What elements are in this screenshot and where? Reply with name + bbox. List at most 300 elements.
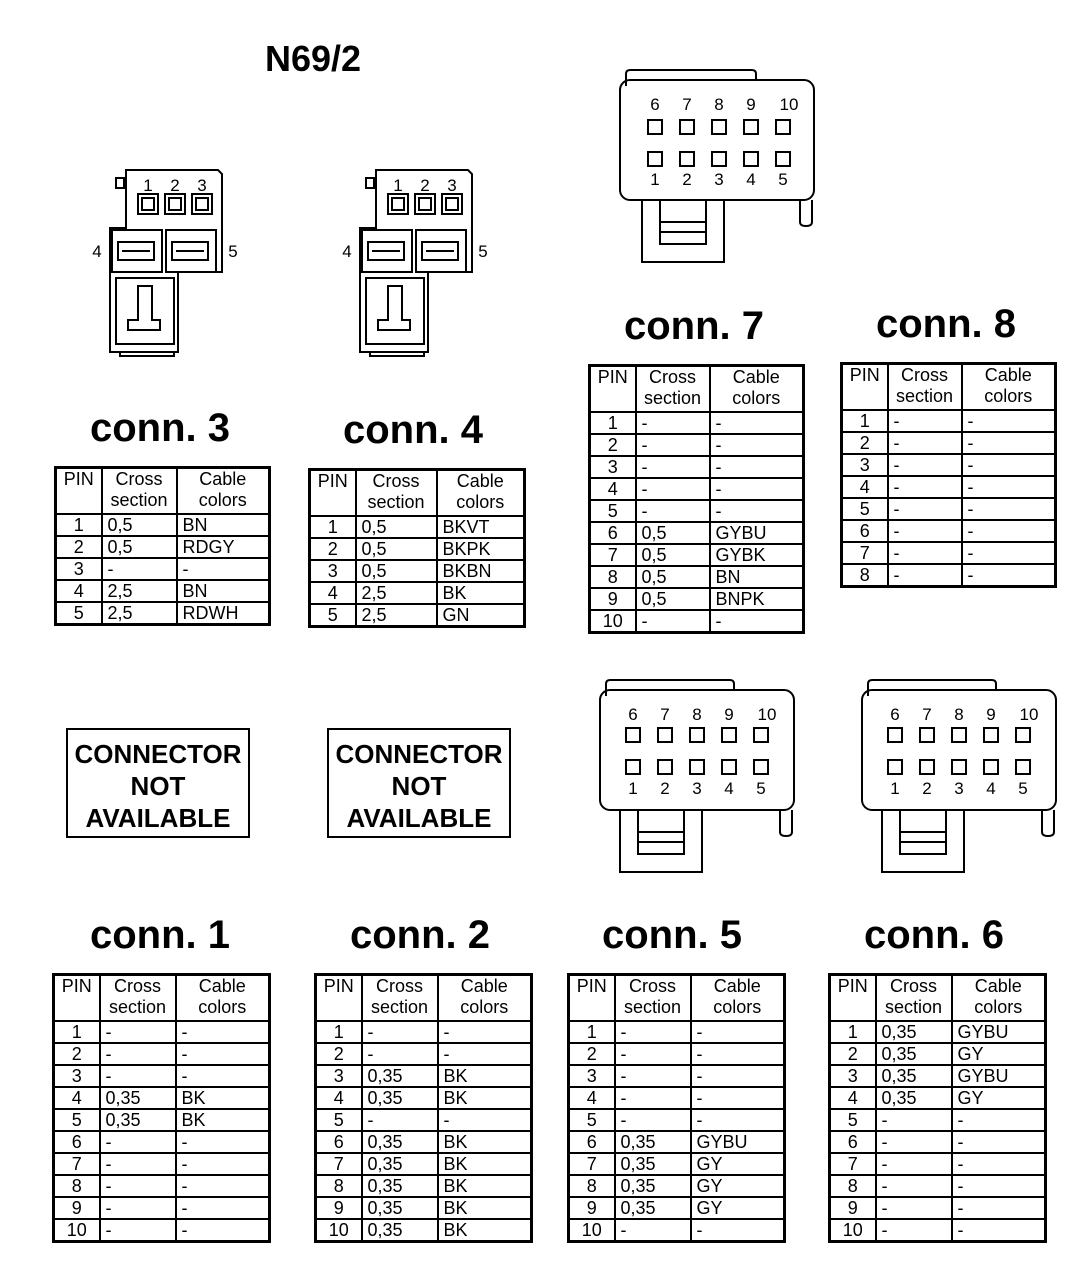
pin-label: 8 — [714, 95, 724, 114]
cross-section-cell: 0,35 — [876, 1087, 952, 1109]
cable-color-cell: - — [962, 542, 1056, 564]
table-row — [842, 410, 1056, 432]
pin-cell: 7 — [842, 542, 888, 564]
table-row — [316, 1153, 532, 1175]
cable-color-cell: - — [176, 1153, 270, 1175]
pin-label: 2 — [682, 170, 692, 189]
cross-section-cell: - — [636, 412, 710, 434]
pin-cell: 4 — [830, 1087, 876, 1109]
cross-section-header: Cross section — [100, 975, 176, 1022]
pin-cell: 4 — [590, 478, 636, 500]
conn4-drawing — [360, 170, 472, 356]
pin-cell: 7 — [830, 1153, 876, 1175]
table-row — [830, 1087, 1046, 1109]
cable-color-cell: - — [962, 476, 1056, 498]
pin-cell: 6 — [590, 522, 636, 544]
cable-colors-header: Cable colors — [962, 364, 1056, 411]
pin-cell: 2 — [842, 432, 888, 454]
table-row — [569, 1087, 785, 1109]
na-line: CONNECTOR — [335, 739, 503, 769]
cable-color-cell: - — [691, 1087, 785, 1109]
na-line: NOT — [391, 771, 447, 801]
cable-color-cell: - — [691, 1065, 785, 1087]
table-row — [310, 516, 525, 538]
pin-cell: 3 — [842, 454, 888, 476]
cable-color-cell: GYBU — [691, 1131, 785, 1153]
cable-color-cell: GY — [952, 1087, 1046, 1109]
cross-section-cell: 0,35 — [615, 1175, 691, 1197]
cross-section-header: Cross section — [102, 468, 177, 515]
table-row — [56, 580, 270, 602]
cable-colors-header: Cable colors — [437, 470, 525, 517]
table-row — [830, 1021, 1046, 1043]
cable-color-cell: - — [710, 456, 804, 478]
pin-cell: 3 — [569, 1065, 615, 1087]
table-row — [590, 500, 804, 522]
pin-label: 6 — [628, 705, 638, 724]
cross-section-cell: 0,35 — [362, 1219, 438, 1242]
conn3-title: conn. 3 — [90, 406, 231, 450]
pin-label: 2 — [170, 176, 180, 195]
cross-section-cell: 0,5 — [636, 566, 710, 588]
pin-cell: 5 — [316, 1109, 362, 1131]
pin-cell: 5 — [54, 1109, 100, 1131]
cable-color-cell: - — [962, 520, 1056, 542]
pin-label: 3 — [714, 170, 724, 189]
table-row — [590, 566, 804, 588]
table-row — [590, 588, 804, 610]
cable-color-cell: GY — [691, 1153, 785, 1175]
cable-color-cell: - — [176, 1021, 270, 1043]
cable-color-cell: BK — [438, 1197, 532, 1219]
cable-color-cell: BK — [438, 1131, 532, 1153]
cross-section-cell: - — [888, 542, 962, 564]
cable-color-cell: - — [710, 412, 804, 434]
pin-header: PIN — [310, 470, 356, 517]
pin-cell: 3 — [56, 558, 102, 580]
pin-label: 4 — [986, 779, 996, 798]
table-row — [54, 1219, 270, 1242]
table-row — [316, 1175, 532, 1197]
pin-cell: 4 — [310, 582, 356, 604]
cable-color-cell: BK — [437, 582, 525, 604]
cable-color-cell: - — [176, 1175, 270, 1197]
pin-cell: 4 — [316, 1087, 362, 1109]
pin-label: 7 — [660, 705, 670, 724]
table-row — [316, 1131, 532, 1153]
cross-section-cell: 0,35 — [876, 1065, 952, 1087]
pin-cell: 1 — [316, 1021, 362, 1043]
cable-colors-header: Cable colors — [691, 975, 785, 1022]
cable-color-cell: GY — [691, 1175, 785, 1197]
pin-cell: 3 — [310, 560, 356, 582]
connector-not-available-2 — [327, 728, 511, 838]
na-line: AVAILABLE — [85, 803, 231, 833]
cross-section-cell: - — [615, 1065, 691, 1087]
cross-section-cell: - — [615, 1043, 691, 1065]
cross-section-cell: 2,5 — [356, 582, 437, 604]
pin-cell: 6 — [830, 1131, 876, 1153]
table-row — [842, 520, 1056, 542]
cross-section-cell: - — [100, 1131, 176, 1153]
pin-label: 7 — [922, 705, 932, 724]
cross-section-cell: - — [100, 1065, 176, 1087]
table-row — [56, 536, 270, 558]
cable-color-cell: RDWH — [177, 602, 270, 625]
cable-color-cell: BNPK — [710, 588, 804, 610]
pin-label: 8 — [692, 705, 702, 724]
cable-color-cell: - — [952, 1219, 1046, 1242]
cross-section-cell: 0,35 — [100, 1087, 176, 1109]
pin-header: PIN — [830, 975, 876, 1022]
table-row — [569, 1109, 785, 1131]
pin-cell: 10 — [569, 1219, 615, 1242]
cross-section-cell: - — [100, 1175, 176, 1197]
pin-label: 3 — [197, 176, 207, 195]
cable-color-cell: - — [962, 410, 1056, 432]
table-row — [590, 478, 804, 500]
pin-cell: 8 — [54, 1175, 100, 1197]
pin-label: 5 — [478, 242, 488, 261]
pin-label: 10 — [779, 95, 799, 114]
conn2-table — [314, 973, 533, 1243]
pin-label: 10 — [757, 705, 777, 724]
cable-color-cell: BKVT — [437, 516, 525, 538]
table-row — [842, 454, 1056, 476]
cable-color-cell: - — [176, 1197, 270, 1219]
table-row — [316, 1043, 532, 1065]
cross-section-cell: - — [888, 476, 962, 498]
pin-cell: 5 — [842, 498, 888, 520]
table-row — [590, 434, 804, 456]
cable-color-cell: - — [691, 1043, 785, 1065]
conn4-title: conn. 4 — [343, 408, 484, 452]
table-header — [830, 975, 1046, 1022]
table-row — [590, 610, 804, 633]
pin-cell: 9 — [316, 1197, 362, 1219]
pin-cell: 8 — [316, 1175, 362, 1197]
conn1-title: conn. 1 — [90, 913, 231, 957]
pin-label: 2 — [660, 779, 670, 798]
cross-section-cell: 0,5 — [636, 544, 710, 566]
cable-color-cell: GY — [691, 1197, 785, 1219]
cable-color-cell: - — [952, 1197, 1046, 1219]
table-row — [569, 1021, 785, 1043]
cross-section-cell: 2,5 — [102, 602, 177, 625]
pin-label: 1 — [890, 779, 900, 798]
cable-colors-header: Cable colors — [177, 468, 270, 515]
table-row — [54, 1153, 270, 1175]
pin-cell: 1 — [590, 412, 636, 434]
pin-label: 4 — [92, 242, 102, 261]
table-row — [842, 432, 1056, 454]
pin-header: PIN — [316, 975, 362, 1022]
cable-color-cell: GN — [437, 604, 525, 627]
pin-cell: 8 — [842, 564, 888, 587]
table-row — [569, 1175, 785, 1197]
pin-label: 9 — [746, 95, 756, 114]
pin-label: 8 — [954, 705, 964, 724]
na-line: CONNECTOR — [74, 739, 242, 769]
table-row — [569, 1131, 785, 1153]
pin-cell: 9 — [590, 588, 636, 610]
pin-label: 4 — [724, 779, 734, 798]
cross-section-cell: - — [636, 610, 710, 633]
pin-cell: 10 — [316, 1219, 362, 1242]
cable-color-cell: - — [438, 1109, 532, 1131]
table-row — [830, 1197, 1046, 1219]
cable-color-cell: BK — [438, 1175, 532, 1197]
pin-label: 3 — [954, 779, 964, 798]
cable-color-cell: BK — [438, 1219, 532, 1242]
cross-section-cell: 0,5 — [356, 560, 437, 582]
pin-cell: 5 — [590, 500, 636, 522]
conn5-title: conn. 5 — [602, 913, 743, 957]
cross-section-cell: 0,5 — [102, 536, 177, 558]
cross-section-cell: 0,35 — [876, 1021, 952, 1043]
pin-label: 9 — [724, 705, 734, 724]
pin-label: 2 — [922, 779, 932, 798]
pin-cell: 2 — [316, 1043, 362, 1065]
table-row — [54, 1087, 270, 1109]
cable-color-cell: - — [691, 1219, 785, 1242]
table-row — [316, 1219, 532, 1242]
pin-cell: 2 — [830, 1043, 876, 1065]
table-row — [569, 1219, 785, 1242]
table-row — [569, 1197, 785, 1219]
cable-color-cell: - — [952, 1131, 1046, 1153]
pin-label: 5 — [778, 170, 788, 189]
cross-section-cell: 0,35 — [876, 1043, 952, 1065]
conn5-table — [567, 973, 786, 1243]
pin-label: 10 — [1019, 705, 1039, 724]
pin-cell: 2 — [569, 1043, 615, 1065]
conn6-title: conn. 6 — [864, 913, 1005, 957]
pin-label: 1 — [628, 779, 638, 798]
cross-section-cell: 0,35 — [362, 1197, 438, 1219]
table-row — [569, 1043, 785, 1065]
cross-section-cell: - — [876, 1197, 952, 1219]
pin-cell: 2 — [310, 538, 356, 560]
pin-label: 2 — [420, 176, 430, 195]
table-row — [316, 1109, 532, 1131]
cross-section-cell: 0,5 — [356, 516, 437, 538]
pin-label: 1 — [393, 176, 403, 195]
cross-section-header: Cross section — [636, 366, 710, 413]
table-row — [590, 412, 804, 434]
cross-section-cell: 0,35 — [362, 1065, 438, 1087]
table-row — [590, 456, 804, 478]
cable-color-cell: - — [176, 1065, 270, 1087]
pin-cell: 10 — [830, 1219, 876, 1242]
table-row — [316, 1087, 532, 1109]
table-header — [310, 470, 525, 517]
table-header — [842, 364, 1056, 411]
cross-section-cell: - — [636, 478, 710, 500]
table-header — [590, 366, 804, 413]
conn8-table — [840, 362, 1057, 588]
cross-section-cell: - — [888, 454, 962, 476]
pin-cell: 9 — [569, 1197, 615, 1219]
pin-cell: 9 — [54, 1197, 100, 1219]
table-header — [56, 468, 270, 515]
cross-section-cell: 2,5 — [102, 580, 177, 602]
connector-not-available-1 — [66, 728, 250, 838]
cable-color-cell: RDGY — [177, 536, 270, 558]
cross-section-cell: - — [888, 432, 962, 454]
table-header — [316, 975, 532, 1022]
pin-cell: 1 — [56, 514, 102, 536]
pin-cell: 1 — [569, 1021, 615, 1043]
cable-color-cell: BKPK — [437, 538, 525, 560]
cross-section-cell: 0,35 — [615, 1153, 691, 1175]
conn8-title: conn. 8 — [876, 302, 1017, 346]
cable-color-cell: - — [962, 564, 1056, 587]
cable-color-cell: - — [710, 434, 804, 456]
pin-cell: 5 — [310, 604, 356, 627]
pin-label: 6 — [650, 95, 660, 114]
cross-section-cell: 0,35 — [362, 1175, 438, 1197]
cable-color-cell: - — [176, 1043, 270, 1065]
conn4-table — [308, 468, 526, 628]
table-row — [316, 1197, 532, 1219]
table-row — [54, 1175, 270, 1197]
cable-color-cell: BK — [438, 1087, 532, 1109]
table-row — [56, 558, 270, 580]
cross-section-cell: 0,35 — [362, 1087, 438, 1109]
cable-color-cell: BN — [710, 566, 804, 588]
cable-color-cell: - — [710, 500, 804, 522]
pin-label: 1 — [143, 176, 153, 195]
cross-section-cell: - — [876, 1131, 952, 1153]
cross-section-cell: - — [636, 500, 710, 522]
cable-colors-header: Cable colors — [952, 975, 1046, 1022]
cable-colors-header: Cable colors — [710, 366, 804, 413]
conn6-table — [828, 973, 1047, 1243]
pin-cell: 2 — [590, 434, 636, 456]
cross-section-header: Cross section — [888, 364, 962, 411]
pin-cell: 4 — [54, 1087, 100, 1109]
table-row — [569, 1153, 785, 1175]
cross-section-cell: - — [888, 410, 962, 432]
pin-cell: 5 — [569, 1109, 615, 1131]
pin-header: PIN — [569, 975, 615, 1022]
pin-cell: 5 — [830, 1109, 876, 1131]
pin-cell: 6 — [569, 1131, 615, 1153]
cross-section-cell: - — [876, 1109, 952, 1131]
table-row — [56, 514, 270, 536]
cross-section-cell: - — [362, 1109, 438, 1131]
cable-color-cell: - — [691, 1021, 785, 1043]
pin-cell: 8 — [590, 566, 636, 588]
cross-section-cell: - — [888, 564, 962, 587]
pin-cell: 4 — [842, 476, 888, 498]
cable-color-cell: - — [962, 498, 1056, 520]
cross-section-cell: 0,5 — [356, 538, 437, 560]
table-row — [842, 498, 1056, 520]
conn1-table — [52, 973, 271, 1243]
pin-header: PIN — [590, 366, 636, 413]
cross-section-header: Cross section — [356, 470, 437, 517]
pin-cell: 3 — [316, 1065, 362, 1087]
cable-color-cell: GYBK — [710, 544, 804, 566]
pin-cell: 10 — [590, 610, 636, 633]
table-row — [316, 1065, 532, 1087]
pin-cell: 6 — [842, 520, 888, 542]
table-row — [54, 1131, 270, 1153]
cable-color-cell: - — [962, 432, 1056, 454]
cable-color-cell: BK — [176, 1087, 270, 1109]
table-row — [830, 1153, 1046, 1175]
table-row — [842, 564, 1056, 587]
cross-section-cell: - — [888, 498, 962, 520]
pin-label: 3 — [447, 176, 457, 195]
cross-section-cell: - — [876, 1153, 952, 1175]
cross-section-cell: - — [100, 1021, 176, 1043]
table-row — [830, 1065, 1046, 1087]
cross-section-cell: 0,35 — [615, 1131, 691, 1153]
pin-cell: 8 — [830, 1175, 876, 1197]
table-row — [54, 1043, 270, 1065]
cross-section-cell: - — [615, 1109, 691, 1131]
cable-color-cell: - — [438, 1043, 532, 1065]
table-row — [310, 604, 525, 627]
cable-colors-header: Cable colors — [438, 975, 532, 1022]
pin-cell: 6 — [316, 1131, 362, 1153]
cross-section-cell: - — [100, 1219, 176, 1242]
cable-color-cell: GYBU — [952, 1065, 1046, 1087]
cable-color-cell: GY — [952, 1043, 1046, 1065]
pin-label: 7 — [682, 95, 692, 114]
pin-cell: 7 — [569, 1153, 615, 1175]
cable-color-cell: - — [438, 1021, 532, 1043]
cross-section-cell: 0,35 — [100, 1109, 176, 1131]
pin-cell: 10 — [54, 1219, 100, 1242]
cable-color-cell: BN — [177, 514, 270, 536]
table-row — [842, 476, 1056, 498]
pin-cell: 4 — [56, 580, 102, 602]
pin-cell: 7 — [590, 544, 636, 566]
pin-label: 6 — [890, 705, 900, 724]
cross-section-cell: - — [876, 1219, 952, 1242]
pin-cell: 1 — [54, 1021, 100, 1043]
cable-color-cell: GYBU — [952, 1021, 1046, 1043]
table-row — [830, 1109, 1046, 1131]
table-row — [830, 1131, 1046, 1153]
cable-color-cell: GYBU — [710, 522, 804, 544]
cable-color-cell: BK — [176, 1109, 270, 1131]
cross-section-cell: - — [362, 1043, 438, 1065]
na-line: AVAILABLE — [346, 803, 492, 833]
cross-section-cell: 0,5 — [636, 522, 710, 544]
pin-cell: 3 — [590, 456, 636, 478]
pin-cell: 9 — [830, 1197, 876, 1219]
pin-cell: 6 — [54, 1131, 100, 1153]
cable-color-cell: BK — [438, 1065, 532, 1087]
page-title: N69/2 — [265, 38, 362, 79]
pin-cell: 3 — [54, 1065, 100, 1087]
cross-section-header: Cross section — [876, 975, 952, 1022]
cable-color-cell: - — [710, 478, 804, 500]
conn3-drawing — [110, 170, 222, 356]
pin-cell: 4 — [569, 1087, 615, 1109]
table-row — [54, 1109, 270, 1131]
pin-label: 5 — [1018, 779, 1028, 798]
table-header — [569, 975, 785, 1022]
pin-cell: 7 — [54, 1153, 100, 1175]
cross-section-cell: 0,5 — [636, 588, 710, 610]
pin-cell: 1 — [310, 516, 356, 538]
